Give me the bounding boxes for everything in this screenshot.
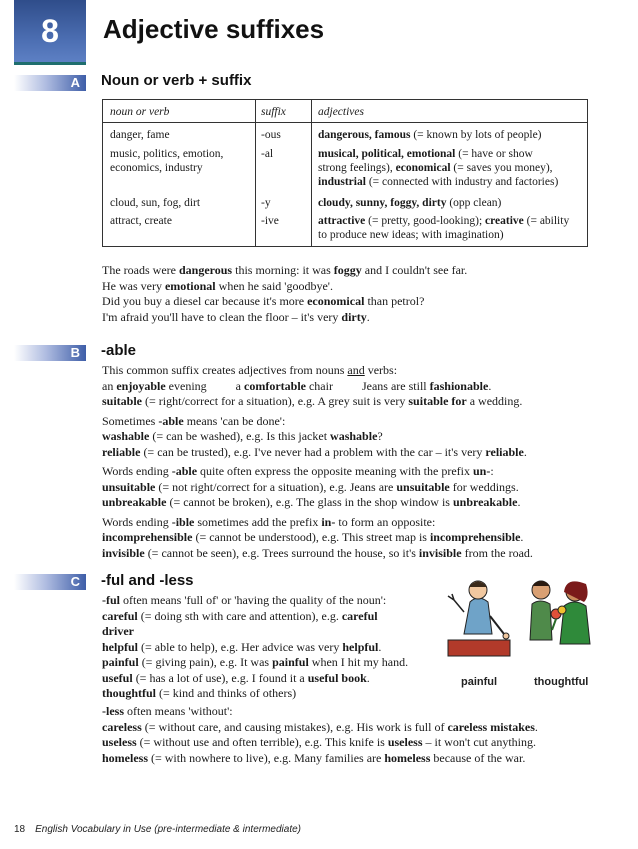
header-noun-or-verb: noun or verb xyxy=(110,106,170,118)
example-sentence: Did you buy a diesel car because it's more economical than petrol? xyxy=(102,294,425,308)
page-number: 18 xyxy=(14,824,26,835)
thoughtful-illustration xyxy=(530,581,590,644)
paragraph: careless (= without care, and causing mistakes), e.g. His work is full of careless mistakes. xyxy=(102,719,538,734)
paragraph: driver xyxy=(102,624,134,638)
header-suffix: suffix xyxy=(261,106,286,118)
table-cell: danger, fame xyxy=(110,129,170,141)
table-cell: -y xyxy=(261,197,271,209)
unit-number: 8 xyxy=(41,12,59,49)
table-cell: dangerous, famous (= known by lots of people) xyxy=(318,129,542,141)
table-cell: -al xyxy=(261,148,274,160)
table-cell: -ous xyxy=(261,129,281,141)
paragraph: unbreakable (= cannot be broken), e.g. The glass in the shop window is unbreakable. xyxy=(102,495,521,509)
illustration-painful-and-thoughtful xyxy=(440,572,600,672)
paragraph: -less often means 'without': xyxy=(102,704,233,718)
paragraph: careful (= doing sth with care and attention), e.g. careful xyxy=(102,608,378,623)
example-sentence: I'm afraid you'll have to clean the floor – it's very dirty. xyxy=(102,309,370,324)
paragraph: -ful often means 'full of' or 'having the quality of the noun': xyxy=(102,593,387,607)
section-b-body xyxy=(102,363,602,561)
table-cell: cloudy, sunny, foggy, dirty (opp clean) xyxy=(318,197,502,209)
header-adjectives: adjectives xyxy=(318,106,364,118)
table-cell: musical, political, emotional (= have or show strong feelings), economical (= saves you money), industrial (= connected with industry and factories) xyxy=(318,148,559,188)
table-cell: music, politics, emotion, economics, industry xyxy=(110,148,224,174)
section-c-less-body xyxy=(102,704,602,766)
caption-painful: painful xyxy=(461,676,498,688)
paragraph: washable (= can be washed), e.g. Is this jacket washable? xyxy=(102,429,383,443)
section-a-examples xyxy=(102,263,602,325)
paragraph: unsuitable (= not right/correct for a situation), e.g. Jeans are unsuitable for weddings. xyxy=(102,479,519,494)
table-cell: cloud, sun, fog, dirt xyxy=(110,197,201,209)
example-sentence: He was very emotional when he said 'goodbye'. xyxy=(102,278,333,293)
paragraph: painful (= giving pain), e.g. It was painful when I hit my hand. xyxy=(102,655,409,669)
unit-number-box xyxy=(14,0,86,62)
paragraph: Words ending -ible sometimes add the prefix in- to form an opposite: xyxy=(102,514,436,529)
paragraph: Sometimes -able means 'can be done': xyxy=(102,413,286,428)
section-a-label: A xyxy=(14,75,86,91)
caption-thoughtful: thoughtful xyxy=(534,676,589,688)
unit-title: Adjective suffixes xyxy=(103,14,325,44)
table-cell: attractive (= pretty, good-looking); creative (= ability to produce new ideas; with imagination) xyxy=(318,215,570,241)
paragraph: incomprehensible (= cannot be understood), e.g. This street map is incomprehensible. xyxy=(102,530,524,544)
paragraph: invisible (= cannot be seen), e.g. Trees surround the house, so it's invisible from the road. xyxy=(102,545,533,560)
painful-illustration xyxy=(448,581,510,656)
section-c-ful-body xyxy=(102,593,432,702)
paragraph: reliable (= can be trusted), e.g. I've never had a problem with the car – it's very reliable. xyxy=(102,444,527,459)
table-cell: attract, create xyxy=(110,215,172,227)
section-a-title: Noun or verb + suffix xyxy=(101,72,252,89)
paragraph: suitable (= right/correct for a situation), e.g. A grey suit is very suitable for a wedding. xyxy=(102,394,523,408)
section-b-label: B xyxy=(14,345,86,361)
unit-underline xyxy=(14,62,86,65)
section-c-title: -ful and -less xyxy=(101,572,194,589)
paragraph: thoughtful (= kind and thinks of others) xyxy=(102,686,297,700)
paragraph: helpful (= able to help), e.g. Her advice was very helpful. xyxy=(102,639,382,654)
paragraph: Words ending -able quite often express the opposite meaning with the prefix un-: xyxy=(102,464,494,478)
book-title: English Vocabulary in Use (pre-intermediate & intermediate) xyxy=(35,824,301,835)
section-b-title: -able xyxy=(101,342,137,359)
paragraph: an enjoyable evening a comfortable chair Jeans are still fashionable. xyxy=(102,378,492,393)
section-c-label: C xyxy=(14,574,86,590)
paragraph: useful (= has a lot of use), e.g. I found it a useful book. xyxy=(102,670,370,685)
paragraph: This common suffix creates adjectives from nouns and verbs: xyxy=(102,363,398,377)
paragraph: useless (= without use and often terrible), e.g. This knife is useless – it won't cut anything. xyxy=(102,735,536,749)
table-header-rule xyxy=(103,122,587,123)
example-sentence: The roads were dangerous this morning: it was foggy and I couldn't see far. xyxy=(102,263,468,277)
paragraph: homeless (= with nowhere to live), e.g. Many families are homeless because of the war. xyxy=(102,750,526,765)
table-cell: -ive xyxy=(261,215,279,227)
page-footer xyxy=(14,824,301,835)
suffix-table xyxy=(102,99,588,247)
